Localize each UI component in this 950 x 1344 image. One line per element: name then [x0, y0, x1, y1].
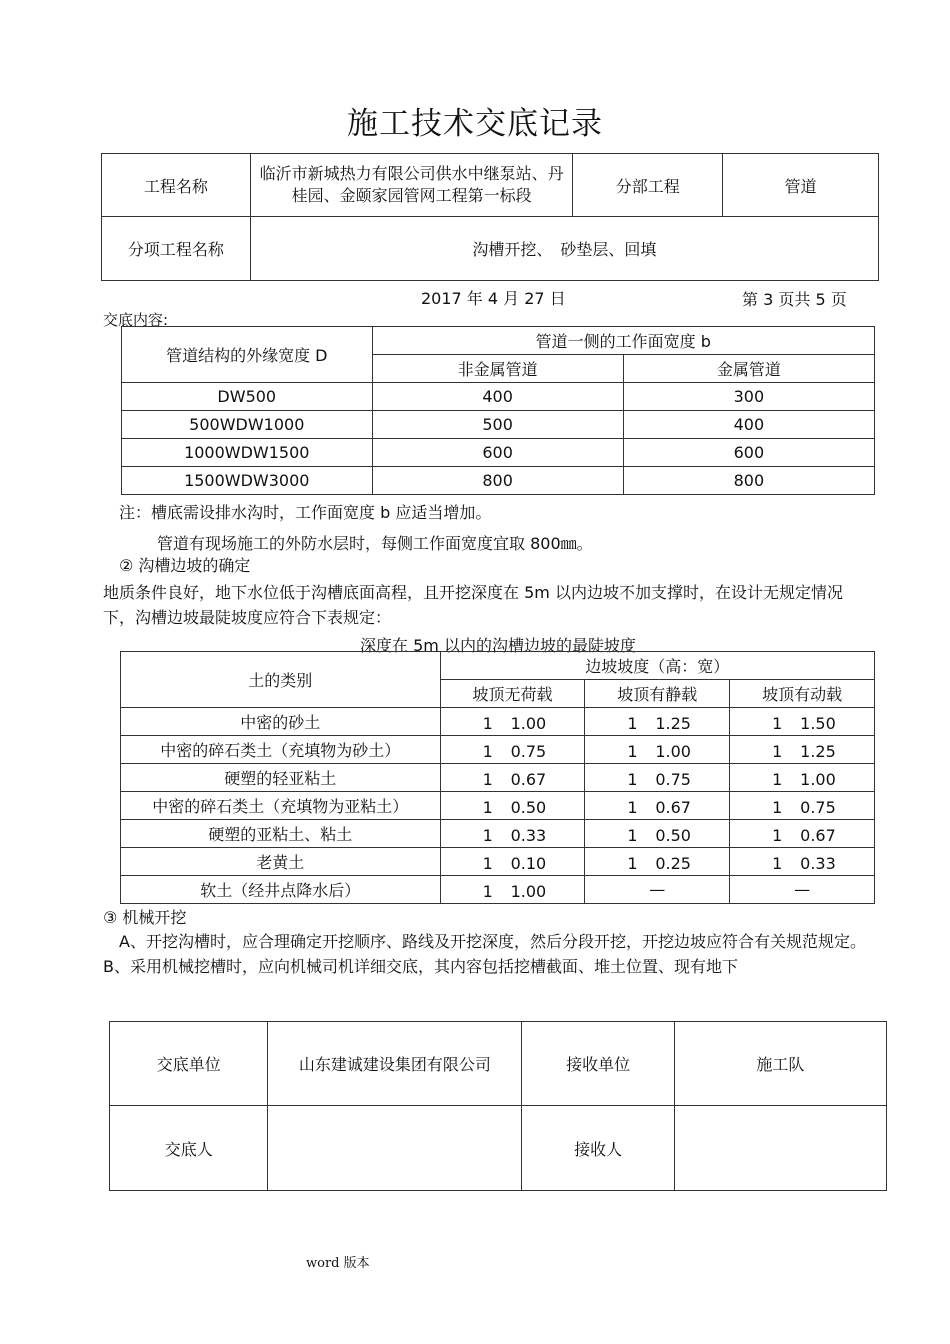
slope-value: 0.75 — [655, 769, 691, 789]
issuer-value — [268, 1106, 522, 1191]
d-cell: 1000WDW1500 — [122, 439, 373, 467]
table-row — [122, 383, 875, 411]
slope-table — [120, 651, 875, 904]
content-label: 交底内容: — [103, 311, 169, 329]
ratio-one: 1 — [772, 713, 783, 733]
issuer-unit-label: 交底单位 — [110, 1022, 268, 1106]
project-name-value: 临沂市新城热力有限公司供水中继泵站、丹桂园、金颐家园管网工程第一标段 — [250, 154, 573, 217]
receiver-unit-value: 施工队 — [674, 1022, 886, 1106]
ratio-one: 1 — [772, 853, 783, 873]
metal-cell: 300 — [623, 383, 874, 411]
ratio-one: 1 — [482, 713, 493, 733]
nonmetal-cell: 800 — [372, 467, 623, 495]
table-row — [121, 848, 875, 876]
ratio-one: 1 — [482, 825, 493, 845]
slope-value: 1.00 — [510, 881, 547, 901]
width-col1-header: 管道结构的外缘宽度 D — [122, 327, 373, 383]
table-row — [122, 467, 875, 495]
nonmetal-header: 非金属管道 — [372, 355, 623, 383]
slope-value: 1.50 — [800, 713, 836, 733]
metal-cell: 800 — [623, 467, 874, 495]
ratio-one: 1 — [627, 797, 638, 817]
soil-cell: 中密的碎石类土（充填物为亚粘土） — [121, 792, 441, 820]
header-table — [101, 153, 879, 281]
slope-value: 1.00 — [655, 741, 691, 761]
receiver-unit-label: 接收单位 — [522, 1022, 674, 1106]
subitem-value: 沟槽开挖、 砂垫层、回填 — [250, 217, 878, 281]
slope-value: 1.25 — [800, 741, 836, 761]
d-cell: 500WDW1000 — [122, 411, 373, 439]
ratio-one: 1 — [482, 797, 493, 817]
table-row — [122, 439, 875, 467]
soil-cell: 中密的砂土 — [121, 708, 441, 736]
slope-value: 0.67 — [800, 825, 836, 845]
ratio-one: 1 — [627, 741, 638, 761]
slope-value: 0.10 — [510, 853, 547, 873]
d-cell: 1500WDW3000 — [122, 467, 373, 495]
ratio-one: 1 — [482, 881, 493, 901]
note-1: 注：槽底需设排水沟时，工作面宽度 b 应适当增加。 — [119, 503, 492, 522]
col-static-header: 坡顶有静载 — [585, 680, 730, 708]
slope-value: 0.50 — [655, 825, 691, 845]
nonmetal-cell: 400 — [372, 383, 623, 411]
footer-text: word 版本 — [306, 1256, 370, 1271]
ratio-one: 1 — [482, 769, 493, 789]
paragraph-1-line-1: 地质条件良好，地下水位低于沟槽底面高程，且开挖深度在 5m 以内边坡不加支撑时，在设计无规定情况 — [103, 583, 843, 602]
part-label: 分部工程 — [573, 154, 723, 217]
soil-cell: 硬塑的亚粘土、粘土 — [121, 820, 441, 848]
date: 2017 年 4 月 27 日 — [421, 289, 566, 308]
slope-group-header: 边坡坡度（高：宽） — [440, 652, 874, 680]
slope-dash-cell: — — [730, 876, 875, 904]
paragraph-1-line-2: 下，沟槽边坡最陡坡度应符合下表规定： — [103, 608, 392, 627]
soil-cell: 老黄土 — [121, 848, 441, 876]
ratio-one: 1 — [772, 797, 783, 817]
slope-table-caption: 深度在 5m 以内的沟槽边坡的最陡坡度 — [360, 636, 636, 655]
metal-cell: 400 — [623, 411, 874, 439]
width-group-header: 管道一侧的工作面宽度 b — [372, 327, 874, 355]
col-none-header: 坡顶无荷载 — [440, 680, 585, 708]
slope-value: 1.00 — [800, 769, 836, 789]
slope-value: 0.33 — [800, 853, 836, 873]
table-row — [121, 792, 875, 820]
receiver-value — [674, 1106, 886, 1191]
ratio-one: 1 — [482, 853, 493, 873]
ratio-one: 1 — [772, 825, 783, 845]
paragraph-a: A、开挖沟槽时，应合理确定开挖顺序、路线及开挖深度，然后分段开挖，开挖边坡应符合有关规范规定。 — [119, 932, 866, 951]
section-2-heading: ② 沟槽边坡的确定 — [119, 556, 251, 575]
slope-value: 0.67 — [655, 797, 691, 817]
soil-cell: 硬塑的轻亚粘土 — [121, 764, 441, 792]
table-row — [122, 411, 875, 439]
metal-cell: 600 — [623, 439, 874, 467]
issuer-label: 交底人 — [110, 1106, 268, 1191]
soil-cell: 中密的碎石类土（充填物为砂土） — [121, 736, 441, 764]
table-row — [121, 708, 875, 736]
slope-value: 0.50 — [510, 797, 547, 817]
project-name-label: 工程名称 — [102, 154, 251, 217]
slope-value: 0.67 — [510, 769, 547, 789]
ratio-one: 1 — [627, 853, 638, 873]
ratio-one: 1 — [772, 769, 783, 789]
table-row — [121, 736, 875, 764]
metal-header: 金属管道 — [623, 355, 874, 383]
ratio-one: 1 — [772, 741, 783, 761]
slope-value: 0.75 — [510, 741, 547, 761]
d-cell: DW500 — [122, 383, 373, 411]
col-dynamic-header: 坡顶有动载 — [730, 680, 875, 708]
table-row — [121, 876, 875, 904]
section-3-heading: ③ 机械开挖 — [103, 908, 187, 927]
table-row — [121, 764, 875, 792]
page-info: 第 3 页共 5 页 — [742, 290, 847, 309]
ratio-one: 1 — [482, 741, 493, 761]
ratio-one: 1 — [627, 769, 638, 789]
slope-value: 0.33 — [510, 825, 547, 845]
paragraph-b: B、采用机械挖槽时，应向机械司机详细交底，其内容包括挖槽截面、堆土位置、现有地下 — [103, 957, 738, 976]
slope-value: 0.25 — [655, 853, 691, 873]
width-table — [121, 326, 875, 495]
subitem-label: 分项工程名称 — [102, 217, 251, 281]
note-2: 管道有现场施工的外防水层时，每侧工作面宽度宜取 800㎜。 — [157, 534, 593, 553]
ratio-one: 1 — [627, 825, 638, 845]
slope-value: 1.00 — [510, 713, 547, 733]
table-row — [121, 820, 875, 848]
signature-table — [109, 1021, 887, 1191]
slope-value: 0.75 — [800, 797, 836, 817]
slope-dash-cell: — — [585, 876, 730, 904]
soil-header: 土的类别 — [121, 652, 441, 708]
page-title: 施工技术交底记录 — [347, 106, 603, 142]
ratio-one: 1 — [627, 713, 638, 733]
slope-value: 1.25 — [655, 713, 691, 733]
issuer-unit-value: 山东建诚建设集团有限公司 — [268, 1022, 522, 1106]
nonmetal-cell: 500 — [372, 411, 623, 439]
soil-cell: 软土（经井点降水后） — [121, 876, 441, 904]
nonmetal-cell: 600 — [372, 439, 623, 467]
receiver-label: 接收人 — [522, 1106, 674, 1191]
part-value: 管道 — [723, 154, 879, 217]
